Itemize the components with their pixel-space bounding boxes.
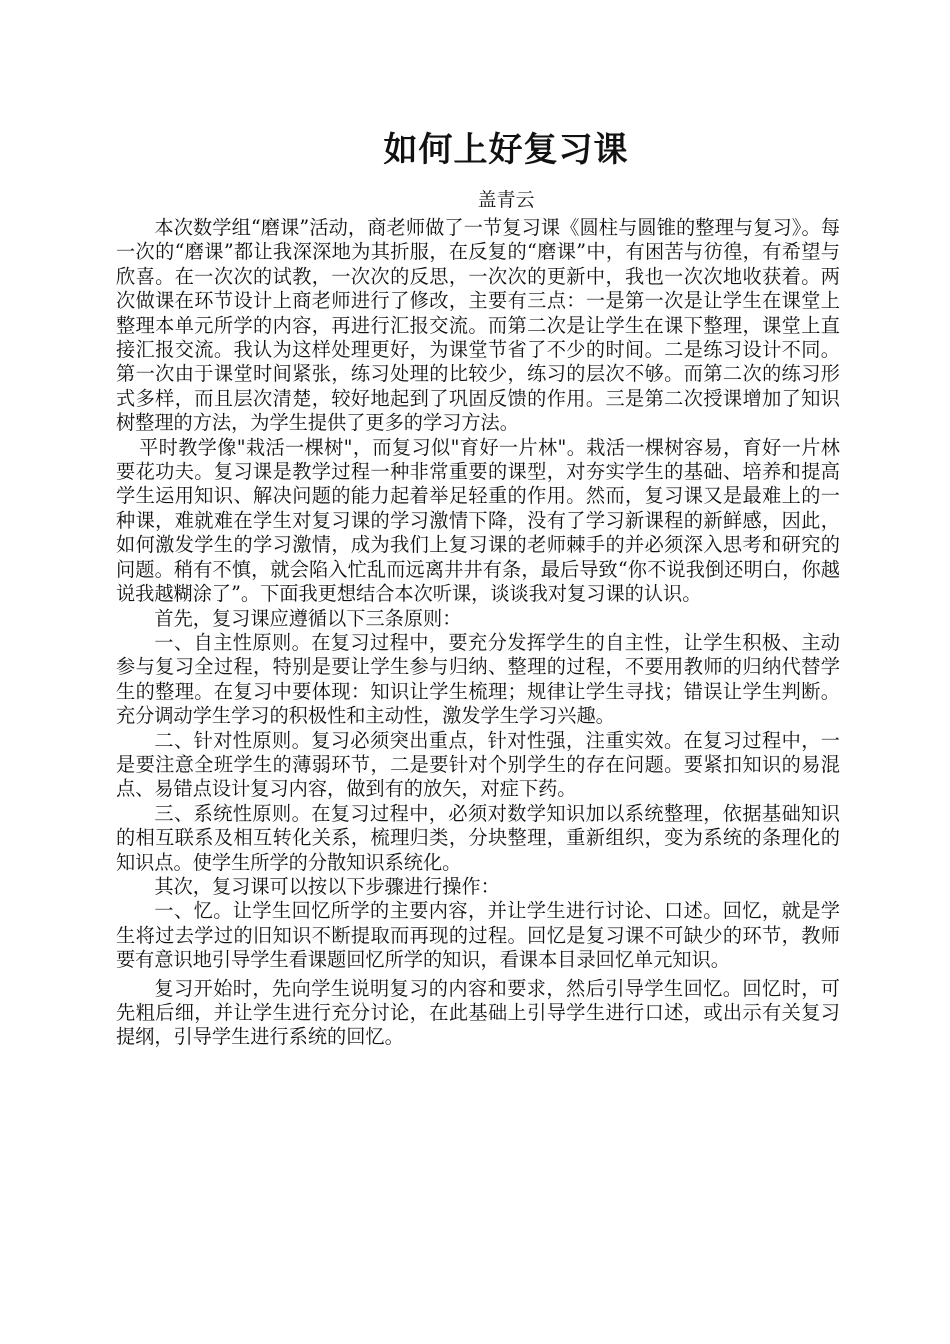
paragraph-principle-systematic: 三、系统性原则。在复习过程中，必须对数学知识加以系统整理，依据基础知识的相互联系及相互转化关系，梳理归类，分块整理，重新组织，变为系统的条理化的知识点。使学生所学的分散知识系统化。 — [116, 801, 840, 874]
document-author: 盖青云 — [477, 189, 535, 211]
paragraph-intro: 本次数学组“磨课”活动，商老师做了一节复习课《圆柱与圆锥的整理与复习》。每一次的“磨课”都让我深深地为其折服，在反复的“磨课”中，有困苦与彷徨，有希望与欣喜。在一次次的试教，一次次的反思，一次次的更新中，我也一次次地收获着。两次做课在环节设计上商老师进行了修改，主要有三点：一是第一次是让学生在课堂上整理本单元所学的内容，再进行汇报交流。而第二次是让学生在课下整理，课堂上直接汇报交流。我认为这样处理更好，为课堂节省了不少的时间。二是练习设计不同。第一次由于课堂时间紧张，练习处理的比较少，练习的层次不够。而第二次的练习形式多样，而且层次清楚，较好地起到了巩固反馈的作用。三是第二次授课增加了知识树整理的方法，为学生提供了更多的学习方法。 — [116, 216, 840, 435]
paragraph-principle-targeted: 二、针对性原则。复习必须突出重点，针对性强，注重实效。在复习过程中，一是要注意全班学生的薄弱环节，二是要针对个别学生的存在问题。要紧扣知识的易混点、易错点设计复习内容，做到有的放矢，对症下药。 — [116, 728, 840, 801]
paragraph-recall-detail: 复习开始时，先向学生说明复习的内容和要求，然后引导学生回忆。回忆时，可先粗后细，并让学生进行充分讨论，在此基础上引导学生进行口述，或出示有关复习提纲，引导学生进行系统的回忆。 — [116, 976, 840, 1049]
paragraph-metaphor: 平时教学像"栽活一棵树"，而复习似"育好一片林"。栽活一棵树容易，育好一片林要花功夫。复习课是教学过程一种非常重要的课型，对夯实学生的基础、培养和提高学生运用知识、解决问题的能力起着举足轻重的作用。然而，复习课又是最难上的一种课，难就难在学生对复习课的学习激情下降，没有了学习新课程的新鲜感，因此，如何激发学生的学习激情，成为我们上复习课的老师棘手的并必须深入思考和研究的问题。稍有不慎，就会陷入忙乱而远离井井有条，最后导致“你不说我倒还明白，你越说我越糊涂了”。下面我更想结合本次听课，谈谈我对复习课的认识。 — [116, 435, 840, 606]
paragraph-steps-heading: 其次，复习课可以按以下步骤进行操作： — [154, 874, 500, 898]
document-title: 如何上好复习课 — [383, 130, 629, 170]
paragraph-step-recall: 一、忆。让学生回忆所学的主要内容，并让学生进行讨论、口述。回忆，就是学生将过去学过的旧知识不断提取而再现的过程。回忆是复习课不可缺少的环节，教师要有意识地引导学生看课题回忆所学的知识，看课本目录回忆单元知识。 — [116, 899, 840, 972]
document-body — [116, 128, 840, 1050]
paragraph-principle-autonomy: 一、自主性原则。在复习过程中，要充分发挥学生的自主性，让学生积极、主动参与复习全过程，特别是要让学生参与归纳、整理的过程，不要用教师的归纳代替学生的整理。在复习中要体现：知识让学生梳理；规律让学生寻找；错误让学生判断。充分调动学生学习的积极性和主动性，激发学生学习兴趣。 — [116, 630, 840, 728]
paragraph-principles-heading: 首先，复习课应遵循以下三条原则： — [154, 606, 462, 630]
